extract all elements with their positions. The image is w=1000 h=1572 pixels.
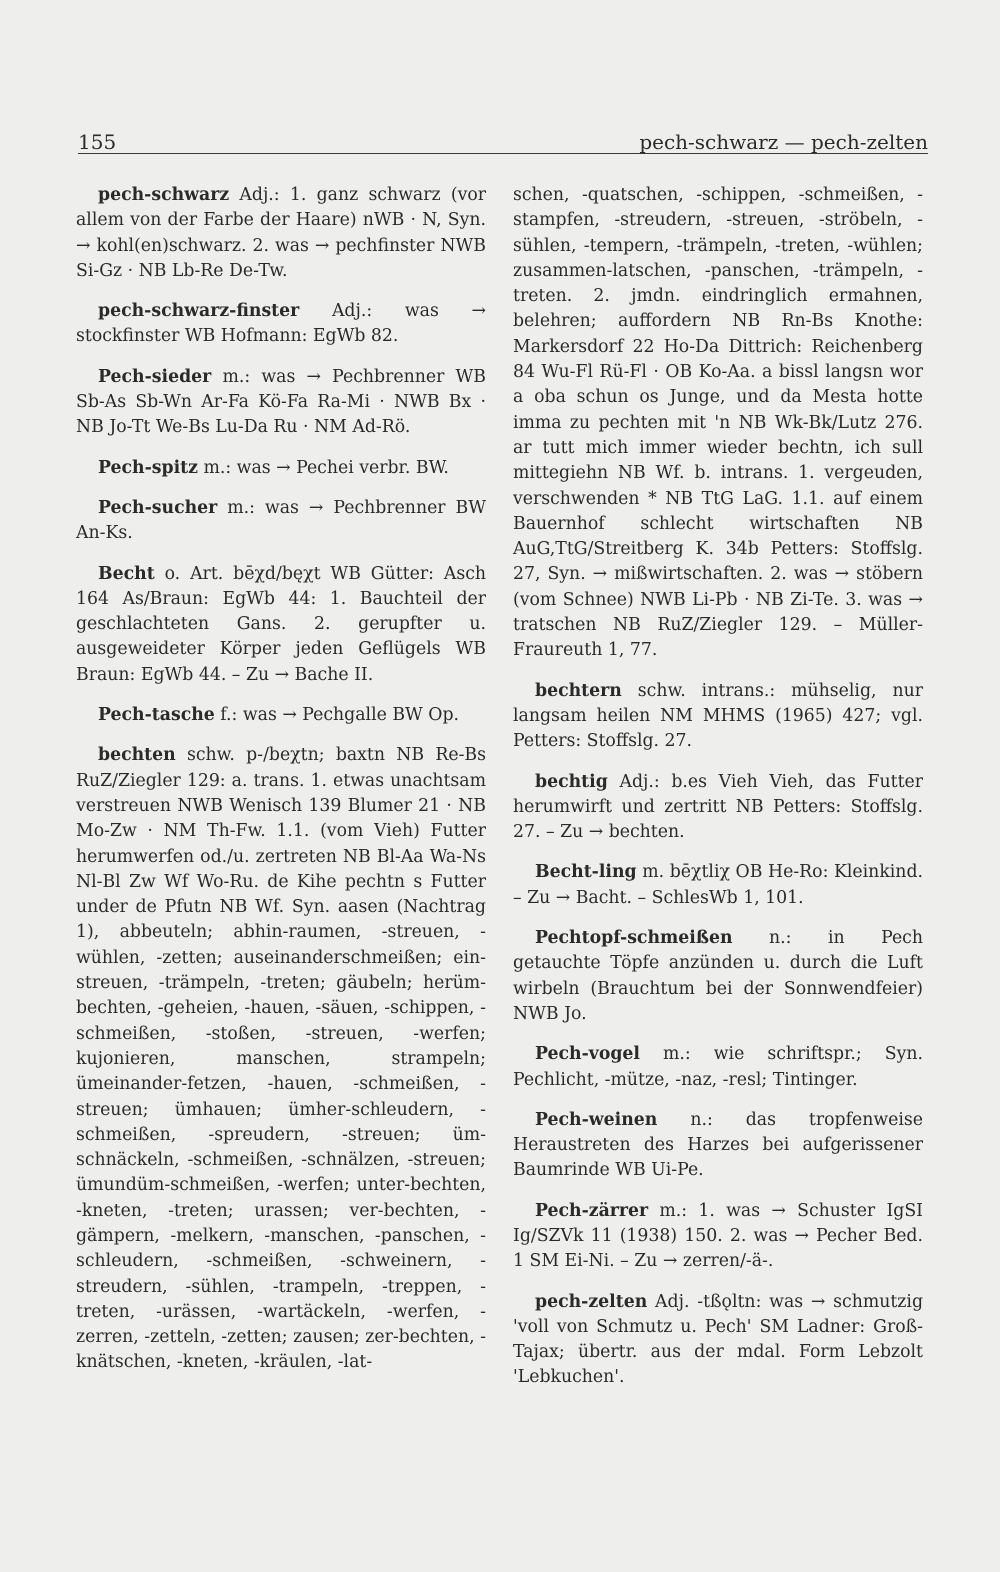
entry-pech-zaerrer (513, 1199, 923, 1275)
grammar: n.: (732, 928, 792, 949)
definition: 1. ganz schwarz (vor allem von der Farbe der Haare) nWB · N, Syn. → kohl(en)schwarz. 2. was → pechfinster NWB Si-Gz · NB Lb-Re De-Tw. (76, 185, 486, 281)
grammar: m.: (197, 457, 232, 478)
definition: bēχd/bęχt WB Gütter: Asch 164 As/Braun: EgWb 44: 1. Bauchteil der geschlachteten Gans. 2. gerupfter u. ausgeweideter Körper jeden Geflügels WB Braun: EgWb 44. – Zu → Bache II. (76, 563, 486, 685)
lemma: Pech-weinen (535, 1109, 658, 1130)
right-column (513, 183, 923, 1406)
entry-pech-zelten (513, 1290, 923, 1391)
entry-pech-vogel (513, 1042, 923, 1093)
lemma: bechten (98, 745, 176, 766)
entry-bechtig (513, 770, 923, 846)
entry-becht-ling (513, 860, 923, 911)
grammar: Adj.: (607, 771, 660, 792)
definition: was → Pechei verbr. BW. (231, 457, 449, 478)
definition: was → Pechbrenner BW An-Ks. (76, 497, 487, 544)
entry-pech-schwarz (76, 183, 486, 284)
lemma: Pech-sieder (98, 366, 212, 387)
grammar: Adj.: (229, 185, 280, 205)
entry-pech-sieder (76, 365, 486, 441)
entry-bechten-continued (513, 183, 923, 664)
lemma: Pech-zärrer (535, 1200, 649, 1221)
entry-pech-schwarz-finster (76, 299, 486, 350)
lemma: Pechtopf-schmeißen (535, 928, 733, 949)
grammar: schw. intrans.: (621, 680, 776, 701)
definition: bēχtliχ OB He-Ro: Kleinkind. – Zu → Bacht. – SchlesWb 1, 101. (513, 862, 923, 908)
entry-bechten (76, 743, 486, 1375)
definition: mühselig, nur langsam heilen NM MHMS (1965) 427; vgl. Petters: Stoffslg. 27. (513, 680, 923, 752)
entry-pechtopf-schmeissen (513, 926, 923, 1027)
entry-pech-sucher (76, 496, 486, 547)
grammar: m. (636, 862, 665, 883)
lemma: Becht-ling (535, 862, 637, 883)
lemma: Pech-tasche (98, 705, 215, 726)
entry-pech-tasche (76, 703, 486, 728)
lemma: pech-schwarz (98, 185, 230, 205)
entry-becht (76, 562, 486, 688)
grammar: n.: (657, 1109, 713, 1130)
grammar: m.: (211, 366, 251, 387)
definition: wie schriftspr.; Syn. Pechlicht, -mütze, -naz, -resl; Tintinger. (513, 1044, 923, 1090)
definition: b.es Vieh Vieh, das Futter herumwirft und zertritt NB Petters: Stoffslg. 27. – Zu → bechten. (513, 771, 923, 843)
grammar: o. Art. (154, 563, 224, 584)
header-rule (78, 153, 928, 154)
entry-bechtern (513, 679, 923, 755)
definition: in Pech getauchte Töpfe anzünden u. durch die Luft wirbeln (Brauchtum bei der Sonnwendfeier) NWB Jo. (513, 928, 923, 1024)
definition: das tropfenweise Heraustreten des Harzes bei aufgerissener Baumrinde WB Ui-Pe. (513, 1109, 923, 1181)
grammar: m.: (640, 1044, 691, 1065)
definition: schen, -quatschen, -schippen, -schmeißen, -stampfen, -streudern, -streuen, -ströbeln, -sühlen, -tempern, -trämpeln, -treten, -wühlen; zusammen-latschen, -panschen, -trämpeln, -treten. 2. jmdn. eindringlich ermahnen, belehren; auffordern NB Rn-Bs Knothe: Markersdorf 22 Ho-Da Dittrich: Reichenberg 84 Wu-Fl Rü-Fl · OB Ko-Aa. a bissl langsn wor a oba schun os Junge, und da Mesta hotte imma zu pechten mit 'n NB Wk-Bk/Lutz 276. ar tutt mich immer wieder bechtn, ich sull mittegiehn NB Wf. b. intrans. 1. vergeuden, verschwenden * NB TtG LaG. 1.1. auf einem Bauernhof schlecht wirtschaften NB AuG,TtG/Streitberg K. 34b Petters: Stoffslg. 27, Syn. → mißwirtschaften. 2. was → stöbern (vom Schnee) NWB Li-Pb · NB Zi-Te. 3. was → tratschen NB RuZ/Ziegler 129. – Müller-Fraureuth 1, 77. (513, 185, 923, 661)
grammar: schw. (175, 745, 235, 766)
lemma: Becht (98, 563, 155, 584)
lemma: Pech-spitz (98, 457, 198, 478)
definition: was → Pechgalle BW Op. (237, 705, 460, 726)
definition: 1. was → Schuster IgSI Ig/SZVk 11 (1938) 150. 2. was → Pecher Bed. 1 SM Ei-Ni. – Zu → zerren/-ä-. (513, 1200, 924, 1272)
lemma: bechtern (535, 680, 622, 701)
definition: was → stockfinster WB Hofmann: EgWb 82. (76, 301, 486, 347)
grammar: Adj.: (299, 301, 373, 322)
grammar: f.: (214, 705, 238, 726)
page-number: 155 (78, 130, 117, 154)
left-column (76, 183, 486, 1391)
grammar: m.: (648, 1200, 688, 1221)
lemma: pech-zelten (535, 1291, 648, 1312)
grammar: Adj. (647, 1291, 690, 1312)
lemma: Pech-vogel (535, 1044, 640, 1065)
grammar: m.: (217, 497, 255, 518)
lemma: bechtig (535, 771, 608, 792)
entry-pech-spitz (76, 456, 486, 481)
definition: -tßǫltn: was → schmutzig 'voll von Schmutz u. Pech' SM Ladner: Groß-Tajax; übertr. aus der mdal. Form Lebzolt 'Lebkuchen'. (513, 1291, 924, 1388)
lemma: pech-schwarz-finster (98, 301, 300, 322)
lemma: Pech-sucher (98, 497, 218, 518)
definition: p-/beχtn; baxtn NB Re-Bs RuZ/Ziegler 129: a. trans. 1. etwas unachtsam verstreuen NWB Wenisch 139 Blumer 21 · NB Mo-Zw · NM Th-Fw. 1.1. (vom Vieh) Futter herumwerfen od./u. zertreten NB Bl-Aa Wa-Ns Nl-Bl Zw Wf Wo-Ru. de Kihe pechtn s Futter under de Pfutn NB Wf. Syn. aasen (Nachtrag 1), abbeuteln; abhin-raumen, -streuen, -wühlen, -zetten; auseinanderschmeißen; ein-streuen, -trämpeln, -treten; gäubeln; herüm-bechten, -geheien, -hauen, -säuen, -schippen, -schmeißen, -stoßen, -streuen, -werfen; kujonieren, manschen, strampeln; ümeinander-fetzen, -hauen, -schmeißen, -streuen; ümhauen; ümher-schleudern, -schmeißen, -spreudern, -streuen; üm-schnäckeln, -schmeißen, -schnälzen, -streuen; ümundüm-schmeißen, -werfen; unter-bechten, -kneten, -treten; urassen; ver-bechten, -gämpern, -melkern, -manschen, -panschen, -schleudern, -schmeißen, -schweinern, -streudern, -sühlen, -trampeln, -treppen, -treten, -urässen, -wartäckeln, -werfen, -zerren, -zetteln, -zetten; zausen; zer-bechten, -knätschen, -kneten, -kräulen, -lat- (76, 745, 486, 1373)
entry-pech-weinen (513, 1108, 923, 1184)
running-head: pech-schwarz — pech-zelten (639, 130, 928, 154)
definition: was → Pechbrenner WB Sb-As Sb-Wn Ar-Fa Kö-Fa Ra-Mi · NWB Bx · NB Jo-Tt We-Bs Lu-Da Ru · NM Ad-Rö. (76, 366, 486, 438)
